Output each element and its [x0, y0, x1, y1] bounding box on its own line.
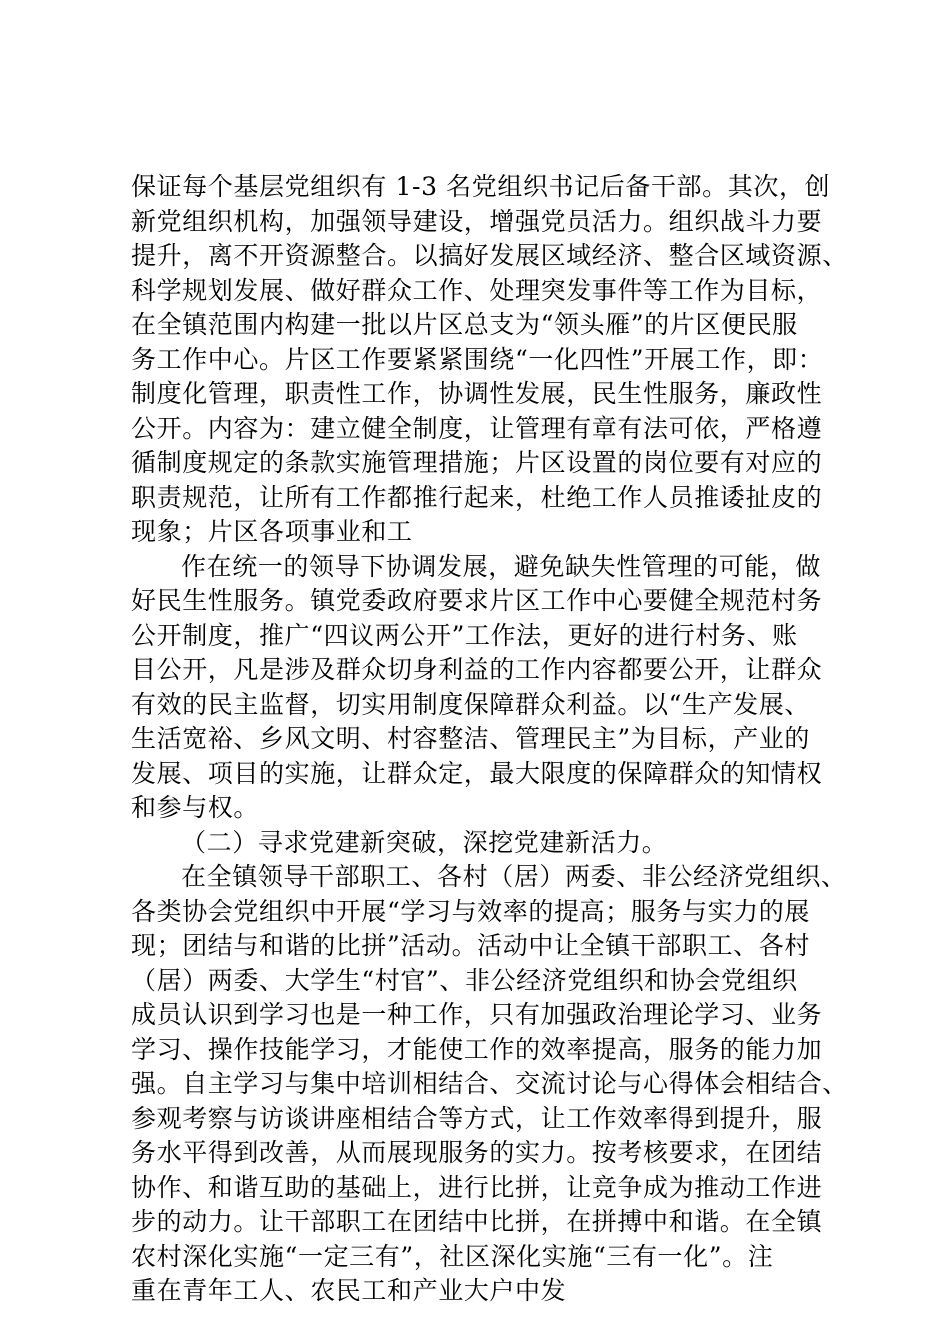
- text-line: 有效的民主监督，切实用制度保障群众利益。以“生产发展、: [131, 689, 810, 719]
- text-line: 农村深化实施“一定三有”，社区深化实施“三有一化”。注: [131, 1241, 774, 1271]
- text-line: 提升，离不开资源整合。以搞好发展区域经济、整合区域资源、: [131, 241, 848, 270]
- text-line: 生活宽裕、乡风文明、村容整洁、管理民主”为目标，产业的: [131, 724, 810, 753]
- text-line: 公开制度，推广“四议两公开”工作法，更好的进行村务、账: [131, 620, 798, 650]
- text-line: 务工作中心。片区工作要紧紧围绕“一化四性”开展工作，即：: [131, 344, 824, 374]
- text-line: 强。自主学习与集中培训相结合、交流讨论与心得体会相结合、: [131, 1069, 848, 1098]
- text-line: （二）寻求党建新突破，深挖党建新活力。: [181, 827, 668, 857]
- text-line: （居）两委、大学生“村官”、非公经济党组织和协会党组织: [131, 965, 798, 995]
- text-line: 保证每个基层党组织有 1-3 名党组织书记后备干部。其次，创: [131, 172, 831, 201]
- text-line: 重在青年工人、农民工和产业大户中发: [131, 1276, 567, 1305]
- text-line: 发展、项目的实施，让群众定，最大限度的保障群众的知情权: [131, 758, 823, 788]
- text-line: 制度化管理，职责性工作，协调性发展，民生性服务，廉政性: [131, 379, 823, 408]
- text-line: 公开。内容为：建立健全制度，让管理有章有法可依，严格遵: [131, 413, 823, 443]
- text-line: 在全镇领导干部职工、各村（居）两委、非公经济党组织、: [181, 862, 847, 891]
- text-line: 学习、操作技能学习，才能使工作的效率提高，服务的能力加: [131, 1034, 823, 1064]
- text-line: 协作、和谐互助的基础上，进行比拼，让竞争成为推动工作进: [131, 1172, 823, 1202]
- text-line: 在全镇范围内构建一批以片区总支为“领头雁”的片区便民服: [131, 310, 798, 339]
- text-line: 步的动力。让干部职工在团结中比拼，在拼搏中和谐。在全镇: [131, 1207, 823, 1236]
- text-line: 成员认识到学习也是一种工作，只有加强政治理论学习、业务: [131, 1000, 823, 1029]
- text-line: 现；团结与和谐的比拼”活动。活动中让全镇干部职工、各村: [131, 931, 810, 960]
- text-line: 务水平得到改善，从而展现服务的实力。按考核要求，在团结: [131, 1138, 823, 1167]
- text-line: 现象；片区各项事业和工: [131, 517, 413, 546]
- text-line: 目公开，凡是涉及群众切身利益的工作内容都要公开，让群众: [131, 655, 823, 684]
- body-text: [131, 170, 848, 1309]
- text-line: 职责规范，让所有工作都推行起来，杜绝工作人员推诿扯皮的: [131, 482, 823, 512]
- text-line: 作在统一的领导下协调发展，避免缺失性管理的可能，做: [181, 551, 822, 581]
- text-line: 参观考察与访谈讲座相结合等方式，让工作效率得到提升，服: [131, 1103, 823, 1133]
- text-line: 各类协会党组织中开展“学习与效率的提高；服务与实力的展: [131, 896, 810, 926]
- text-line: 科学规划发展、做好群众工作、处理突发事件等工作为目标，: [131, 275, 823, 305]
- text-line: 好民生性服务。镇党委政府要求片区工作中心要健全规范村务: [131, 586, 823, 615]
- text-line: 循制度规定的条款实施管理措施；片区设置的岗位要有对应的: [131, 448, 823, 477]
- text-line: 和参与权。: [131, 793, 260, 822]
- text-line: 新党组织机构，加强领导建设，增强党员活力。组织战斗力要: [131, 206, 823, 236]
